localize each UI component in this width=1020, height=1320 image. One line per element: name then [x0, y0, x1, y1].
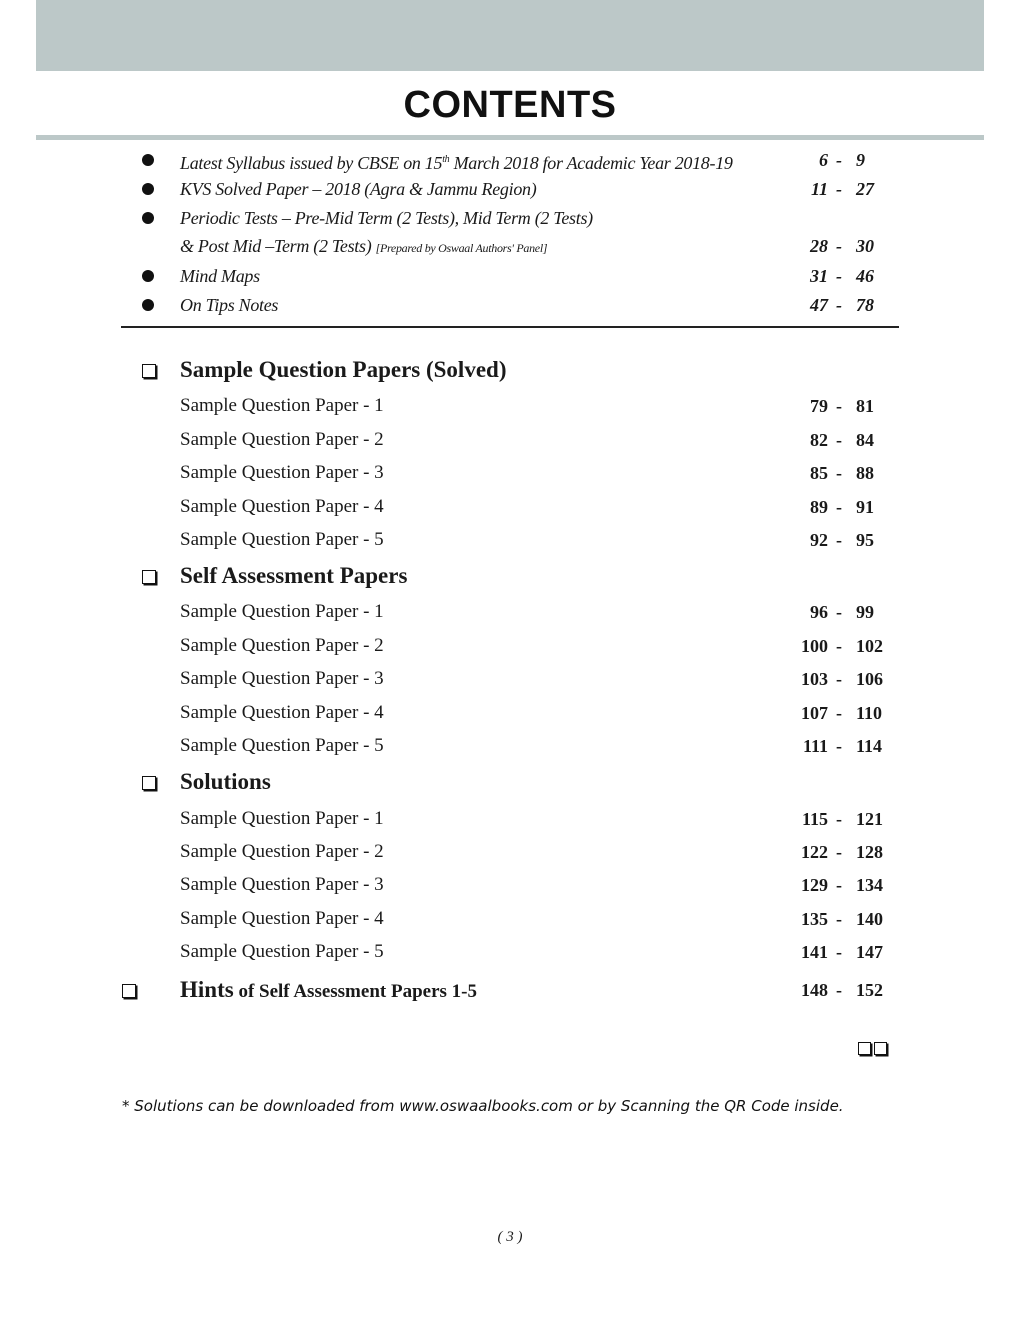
toc-entry — [0, 872, 1020, 898]
page-dash: - — [836, 842, 842, 862]
page-to: 88 — [856, 463, 874, 483]
entry-title — [180, 205, 593, 231]
page-to: 152 — [856, 980, 883, 1000]
page-from: 11 — [810, 179, 828, 199]
bullet-icon — [142, 299, 154, 311]
toc-entry — [0, 427, 1020, 453]
page-from: 111 — [802, 736, 828, 756]
toc-entry — [0, 527, 1020, 553]
entry-title: Sample Question Paper - 5 — [180, 735, 384, 756]
checkbox-icon — [142, 570, 156, 584]
checkbox-icon — [142, 776, 156, 790]
entry-text: On Tips Notes — [180, 295, 279, 315]
page-title: CONTENTS — [403, 84, 617, 126]
page-to: 27 — [856, 179, 874, 199]
page-to: 121 — [856, 809, 883, 829]
page-to: 140 — [856, 909, 883, 929]
entry-title: Sample Question Paper - 4 — [180, 702, 384, 723]
toc-entry — [0, 205, 1020, 231]
page-from: 96 — [810, 602, 828, 622]
toc-entry — [0, 292, 1020, 318]
bullet-icon — [142, 212, 154, 224]
toc-entry — [0, 666, 1020, 692]
page-dash: - — [836, 236, 842, 256]
page-from: 28 — [810, 236, 828, 256]
entry-title: Sample Question Paper - 5 — [180, 529, 384, 550]
page-from: 31 — [810, 266, 828, 286]
section-heading-row — [0, 563, 1020, 589]
entry-title: Sample Question Paper - 2 — [180, 635, 384, 656]
page-to: 102 — [856, 636, 883, 656]
page-dash: - — [836, 703, 842, 723]
entry-text: Periodic Tests – Pre-Mid Term (2 Tests), Mid Term (2 Tests) — [180, 208, 593, 228]
entry-title: Sample Question Paper - 1 — [180, 808, 384, 829]
toc-entry — [0, 263, 1020, 289]
toc-entry — [0, 839, 1020, 865]
section-heading-row — [0, 357, 1020, 383]
entry-title — [180, 147, 733, 176]
entry-title: Sample Question Paper - 3 — [180, 462, 384, 483]
page-to: 110 — [856, 703, 883, 723]
page-dash: - — [836, 266, 842, 286]
page-from: 141 — [801, 942, 828, 962]
page-from: 107 — [801, 703, 828, 723]
page-dash: - — [836, 809, 842, 829]
entry-title: Sample Question Paper - 4 — [180, 496, 384, 517]
page-from: 122 — [801, 842, 828, 862]
title-rule — [36, 135, 984, 140]
footnote: * Solutions can be downloaded from www.oswaalbooks.com or by Scanning the QR Code inside. — [122, 1097, 844, 1115]
page-dash: - — [836, 736, 842, 756]
page-from: 89 — [810, 497, 828, 517]
section-heading-row — [0, 769, 1020, 795]
section-heading: Solutions — [180, 769, 271, 794]
page-dash: - — [836, 980, 842, 1000]
page-from: 115 — [801, 809, 828, 829]
toc-entry — [0, 460, 1020, 486]
page-dash: - — [836, 909, 842, 929]
page-to: 9 — [856, 150, 865, 170]
page-to: 114 — [856, 736, 883, 756]
entry-title: Sample Question Paper - 1 — [180, 601, 384, 622]
page-dash: - — [836, 530, 842, 550]
entry-text: Mind Maps — [180, 266, 260, 286]
bullet-icon — [142, 183, 154, 195]
entry-text: KVS Solved Paper – 2018 (Agra & Jammu Region) — [180, 179, 537, 199]
divider — [121, 326, 899, 328]
page-from: 103 — [801, 669, 828, 689]
toc-entry — [0, 633, 1020, 659]
page-dash: - — [836, 179, 842, 199]
page-dash: - — [836, 602, 842, 622]
entry-note: [Prepared by Oswaal Authors' Panel] — [375, 241, 548, 255]
page-dash: - — [836, 150, 842, 170]
toc-entry — [0, 176, 1020, 202]
page-to: 30 — [856, 236, 874, 256]
page-from: 82 — [810, 430, 828, 450]
hints-label: Hints — [180, 977, 234, 1002]
entry-title — [180, 292, 278, 318]
entry-title: Sample Question Paper - 1 — [180, 395, 384, 416]
toc-entry — [0, 494, 1020, 520]
entry-title: Sample Question Paper - 4 — [180, 908, 384, 929]
page-to: 84 — [856, 430, 874, 450]
entry-title: Sample Question Paper - 3 — [180, 874, 384, 895]
entry-title: Sample Question Paper - 2 — [180, 429, 384, 450]
page-from: 100 — [801, 636, 828, 656]
page-to: 106 — [856, 669, 883, 689]
page-from: 85 — [810, 463, 828, 483]
bullet-icon — [142, 270, 154, 282]
page-to: 81 — [856, 396, 874, 416]
page-dash: - — [836, 669, 842, 689]
toc-entry — [0, 939, 1020, 965]
toc-entry — [0, 599, 1020, 625]
toc-entry — [0, 906, 1020, 932]
page-dash: - — [836, 497, 842, 517]
page-from: 6 — [819, 150, 828, 170]
header-band — [36, 0, 984, 71]
page-from: 92 — [810, 530, 828, 550]
toc-entry — [0, 806, 1020, 832]
page-to: 91 — [856, 497, 874, 517]
page-from: 135 — [801, 909, 828, 929]
page-dash: - — [836, 636, 842, 656]
entry-text: Latest Syllabus issued by CBSE on 15 — [180, 153, 443, 173]
continuation-text: & Post Mid –Term (2 Tests) — [180, 236, 376, 256]
page-to: 78 — [856, 295, 874, 315]
page-to: 46 — [856, 266, 874, 286]
page-from: 47 — [810, 295, 828, 315]
section-heading: Self Assessment Papers — [180, 563, 408, 588]
page-dash: - — [836, 430, 842, 450]
end-mark-icon — [858, 1042, 890, 1060]
page-dash: - — [836, 875, 842, 895]
page-number: ( 3 ) — [497, 1229, 523, 1245]
page-dash: - — [836, 463, 842, 483]
entry-title — [180, 263, 260, 289]
entry-title: Sample Question Paper - 5 — [180, 941, 384, 962]
page-dash: - — [836, 295, 842, 315]
checkbox-icon — [142, 364, 156, 378]
checkbox-icon — [122, 984, 136, 998]
toc-entry — [0, 147, 1020, 173]
hints-row — [0, 977, 1020, 1003]
page-to: 128 — [856, 842, 883, 862]
entry-title: Sample Question Paper - 2 — [180, 841, 384, 862]
entry-text-after: March 2018 for Academic Year 2018-19 — [449, 153, 733, 173]
toc-entry — [0, 733, 1020, 759]
page-from: 129 — [801, 875, 828, 895]
page-from: 79 — [810, 396, 828, 416]
page-to: 134 — [856, 875, 883, 895]
hints-rest: of Self Assessment Papers 1-5 — [233, 981, 477, 1002]
page-to: 147 — [856, 942, 883, 962]
toc-entry — [0, 700, 1020, 726]
page-dash: - — [836, 942, 842, 962]
page-to: 99 — [856, 602, 874, 622]
hints-heading — [180, 977, 477, 1005]
entry-title — [180, 176, 536, 202]
toc-entry — [0, 393, 1020, 419]
bullet-icon — [142, 154, 154, 166]
section-heading: Sample Question Papers (Solved) — [180, 357, 507, 382]
page-from: 148 — [801, 980, 828, 1000]
entry-title: Sample Question Paper - 3 — [180, 668, 384, 689]
page-dash: - — [836, 396, 842, 416]
superscript: th — [442, 154, 450, 165]
page-to: 95 — [856, 530, 874, 550]
entry-continuation — [180, 233, 547, 261]
toc-entry-continuation — [0, 233, 1020, 259]
